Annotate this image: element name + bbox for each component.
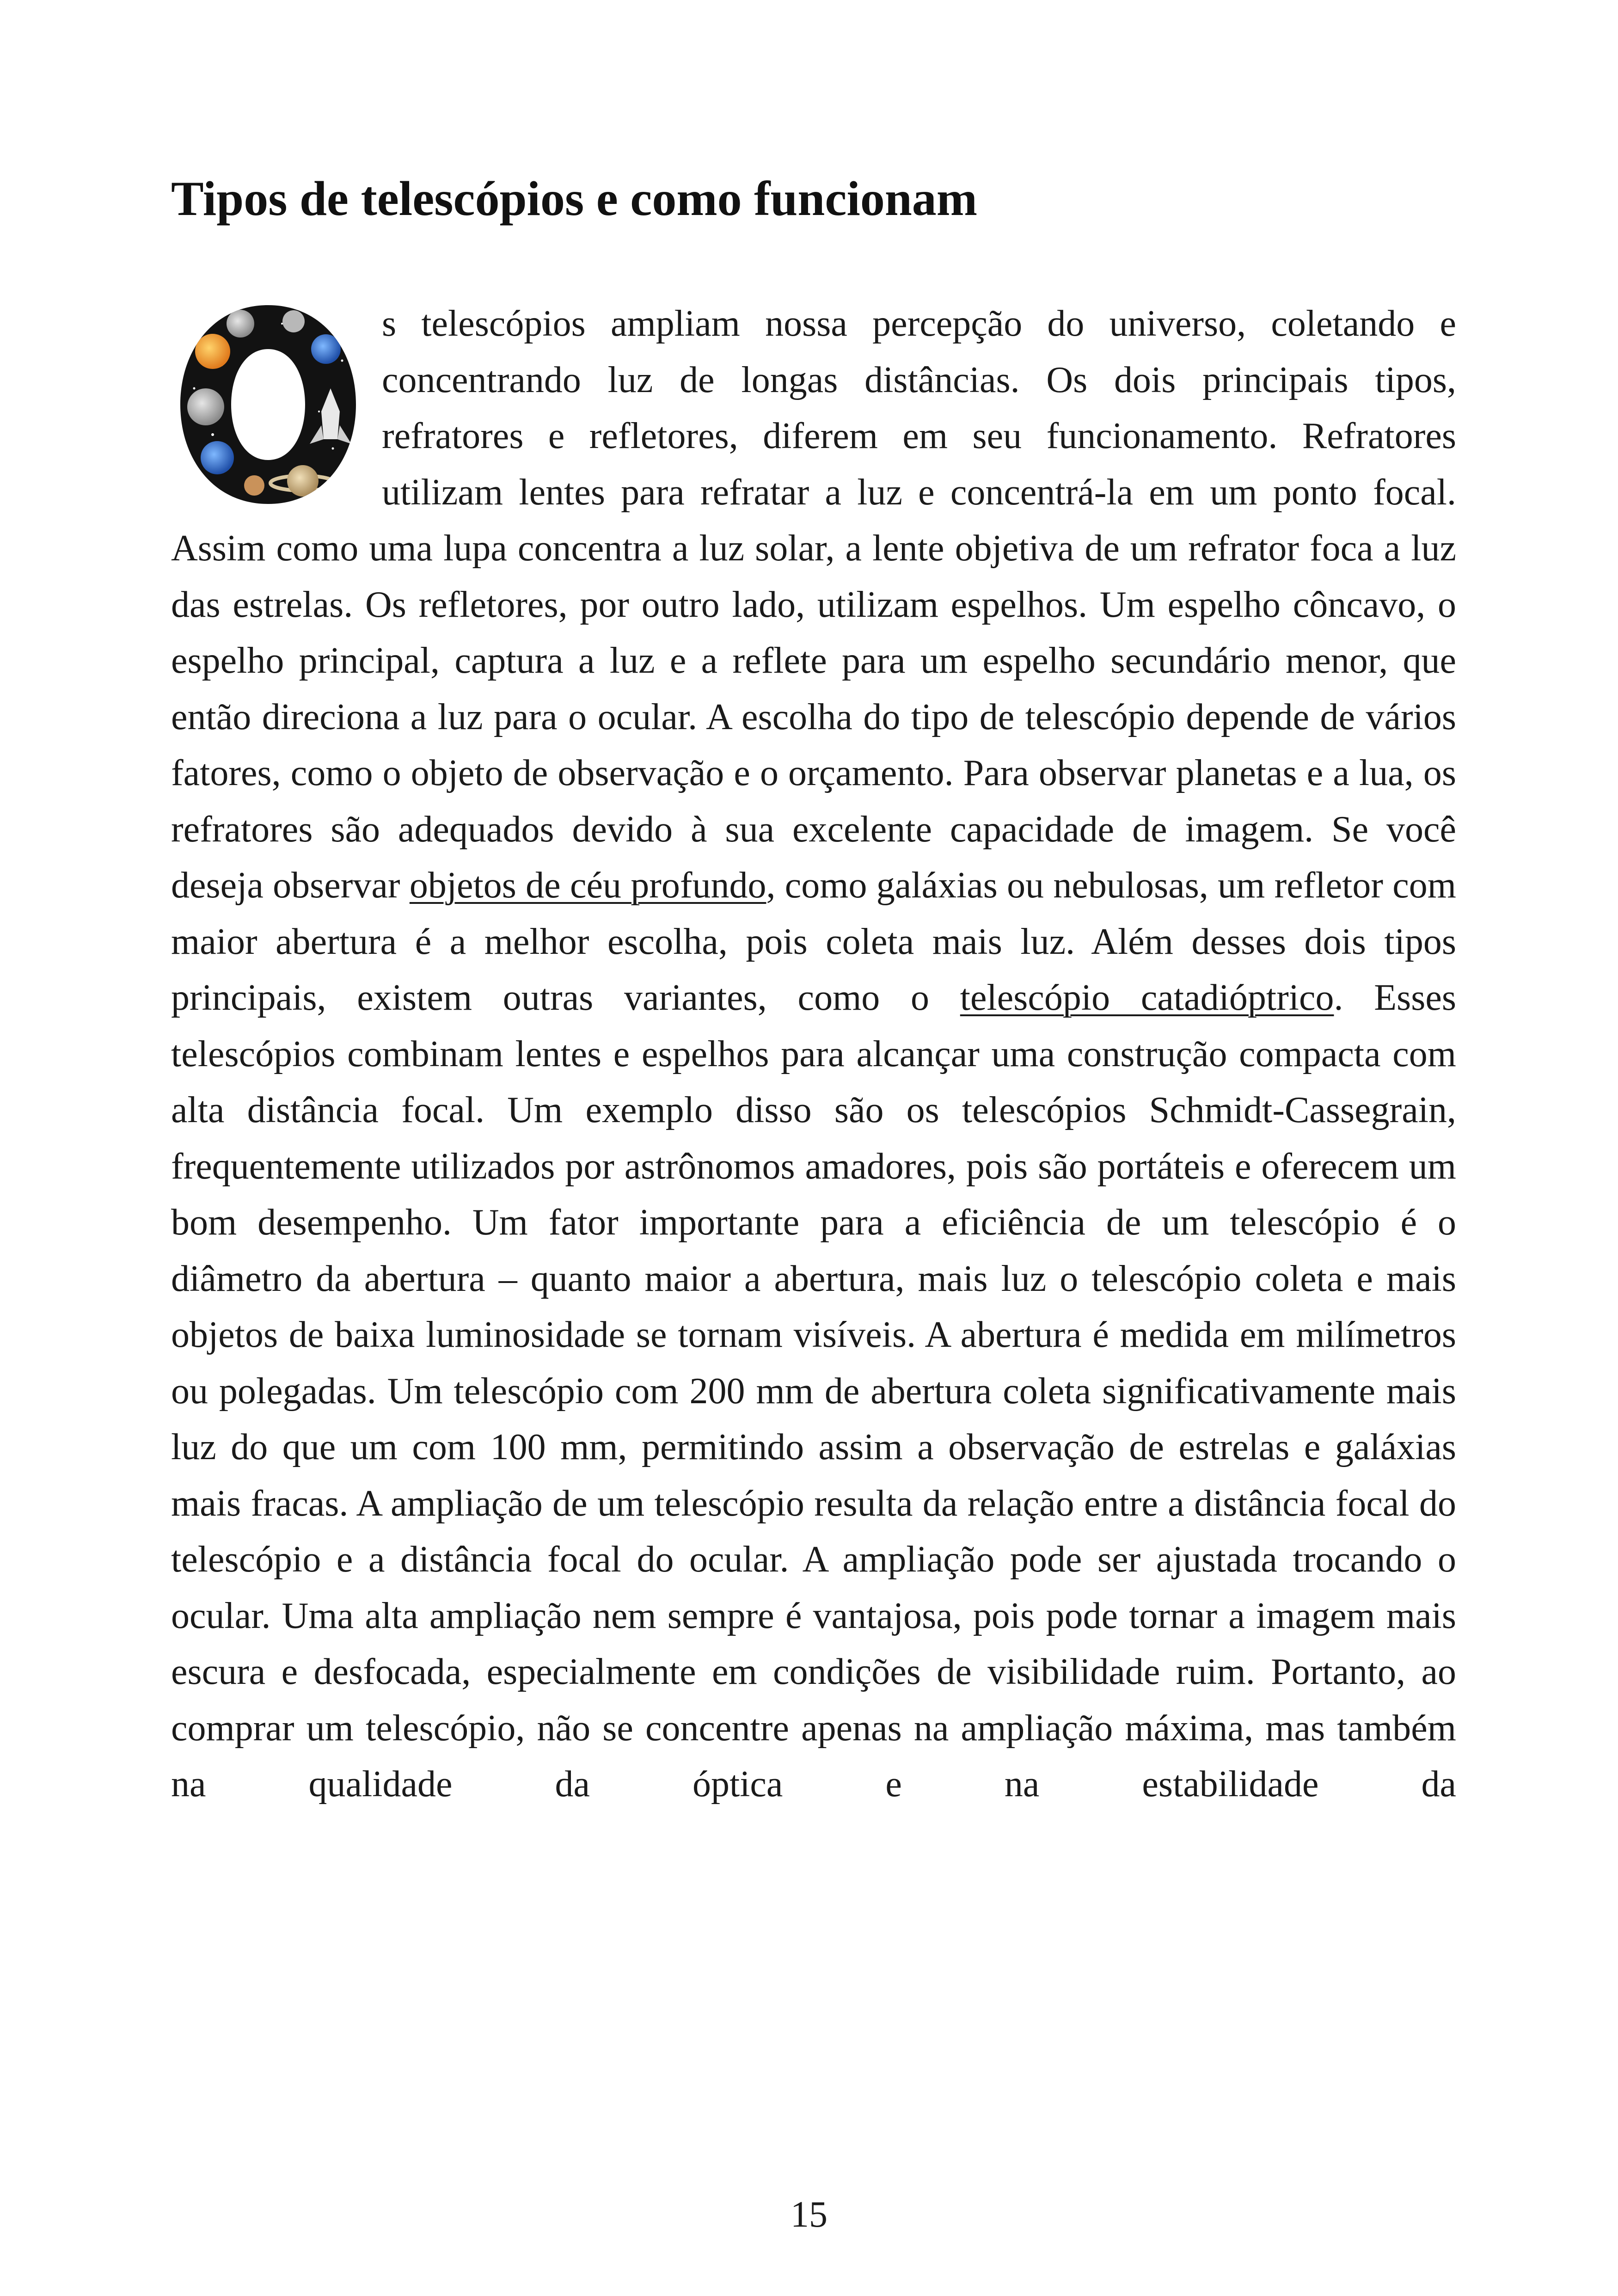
body-paragraph xyxy=(171,296,1456,1813)
dropcap-o-icon xyxy=(171,296,365,513)
link-deep-sky-objects[interactable]: objetos de céu profundo xyxy=(409,865,766,906)
paragraph-text-1: s telescópios ampliam nossa percepção do universo, coletando e concentrando luz de longas distâncias. Os dois principais tipos, refratores e refletores, diferem em seu funcionamento. Refratores utilizam lentes para refratar a luz e concentrá-la em um ponto focal. Assim como uma lupa concentra a luz solar, a lente objetiva de um refrator foca a luz das estrelas. Os refletores, por outro lado, utilizam espelhos. Um espelho côncavo, o espelho principal, captura a luz e a reflete para um espelho secundário menor, que então direciona a luz para o ocular. A escolha do tipo de telescópio depende de vários fatores, como o objeto de observação e o orçamento. Para observar planetas e a lua, os refratores são adequados devido à sua excelente capacidade de imagem. Se você deseja observar xyxy=(171,303,1456,906)
paragraph-text-3: . Esses telescópios combinam lentes e espelhos para alcançar uma construção compacta com alta distância focal. Um exemplo disso são os telescópios Schmidt-Cassegrain, frequentemente utilizados por astrônomos amadores, pois são portáteis e oferecem um bom desempenho. Um fator importante para a eficiência de um telescópio é o diâmetro da abertura – quanto maior a abertura, mais luz o telescópio coleta e mais objetos de baixa luminosidade se tornam visíveis. A abertura é medida em milímetros ou polegadas. Um telescópio com 200 mm de abertura coleta significativamente mais luz do que um com 100 mm, permitindo assim a observação de estrelas e galáxias mais fracas. A ampliação de um telescópio resulta da relação entre a distância focal do telescópio e a distância focal do ocular. A ampliação pode ser ajustada trocando o ocular. Uma alta ampliação nem sempre é vantajosa, pois pode tornar a imagem mais escura e desfocada, especialmente em condições de visibilidade ruim. Portanto, ao comprar um telescópio, não se concentre apenas na ampliação máxima, mas também na qualidade da óptica e na estabilidade da xyxy=(171,977,1456,1805)
page-content xyxy=(171,166,1456,1813)
page-title: Tipos de telescópios e como funcionam xyxy=(171,172,978,226)
link-catadioptric-telescope[interactable]: telescópio catadióptrico xyxy=(960,977,1334,1018)
paragraph-text-2: , como galáxias ou nebulosas, um refletor com maior abertura é a melhor escolha, pois coleta mais luz. Além desses dois tipos principais, existem outras variantes, como o xyxy=(171,865,1456,1018)
page-number: 15 xyxy=(791,2194,827,2235)
